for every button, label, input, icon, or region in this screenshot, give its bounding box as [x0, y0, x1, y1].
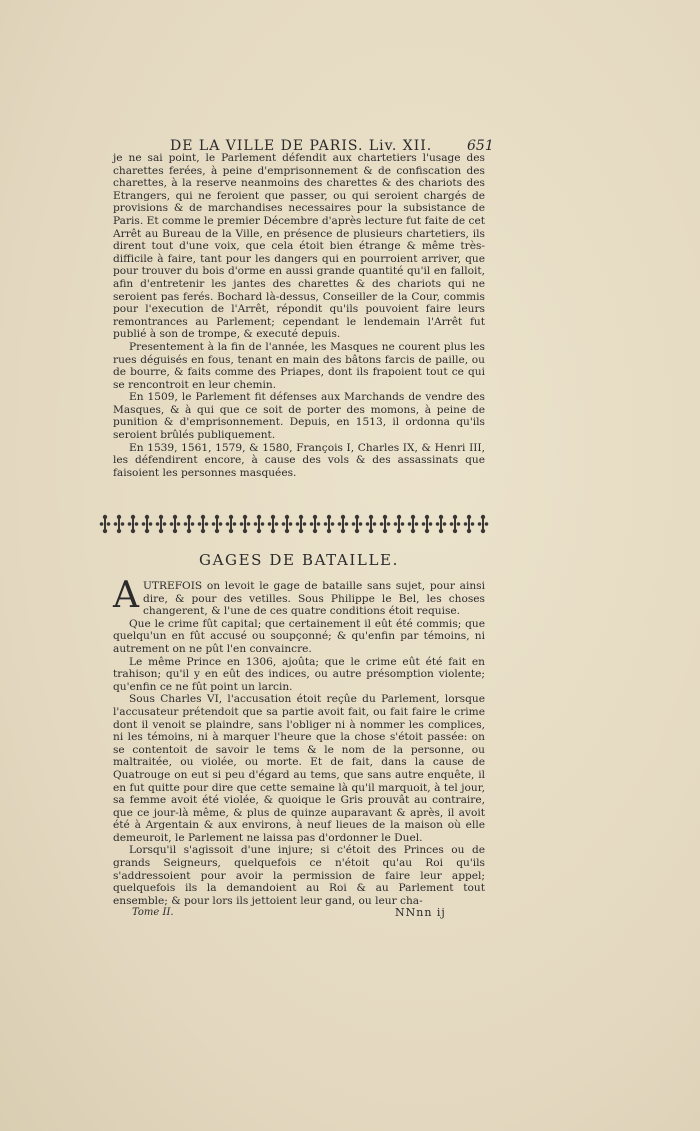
fleuron [170, 515, 181, 533]
paragraph: Le même Prince en 1306, ajoûta; que le crime eût été fait en trahison; qu'il y en eût des indices, ou autre présomption violente; qu'enfin ce ne fût point un larcin. [113, 655, 485, 693]
running-head: DE LA VILLE DE PARIS. Liv. XII. [170, 138, 433, 154]
section-title: GAGES DE BATAILLE. [199, 551, 399, 569]
fleuron [324, 515, 335, 533]
paragraph-text: UTREFOIS on levoit le gage de bataille sans sujet, pour ainsi dire, & pour des vetilles. Sous Philippe le Bel, les choses changerent, & l'une de ces quatre conditions étoit requise. [143, 580, 485, 618]
paragraph: Presentement à la fin de l'année, les Masques ne courent plus les rues déguisés en fous, tenant en main des bâtons farcis de paille, ou de bourre, & faits comme des Priapes, dont ils frapoient tout ce qui se rencontroit en leur chemin. [113, 340, 485, 391]
fleuron [156, 515, 167, 533]
fleuron [422, 515, 433, 533]
ornamental-divider [98, 512, 490, 536]
fleuron [352, 515, 363, 533]
paragraph: Sous Charles VI, l'accusation étoit reçûe du Parlement, lorsque l'accusateur prétendoit que sa partie avoit fait, ou fait faire le crime dont il venoit se plaindre, sans l'obliger ni à nommer les complices, ni les témoins, ni à marquer l'heure que la chose s'étoit passée: on se contentoit de savoir le tems & le nom de la personne, ou maltraitée, ou violée, ou morte. Et de fait, dans la cause de Quatrouge on eut si peu d'égard au tems, que sans autre enquête, il en fut quitte pour dire que cette semaine là qu'il marquoit, à tel jour, sa femme avoit été violée, & quoique le Gris prouvât au contraire, que ce jour-là même, & plus de quinze auparavant & après, il avoit été à Argentain & aux environs, à neuf lieues de la maison où elle demeuroit, le Parlement ne laissa pas d'ordonner le Duel. [113, 693, 485, 844]
volume-label: Tome II. [132, 907, 174, 918]
paragraph: Lorsqu'il s'agissoit d'une injure; si c'étoit des Princes ou de grands Seigneurs, quelquefois ce n'étoit qu'au Roi qu'ils s'addressoient pour avoir la permission de faire leur appel; quelquefois ils la demandoient au Roi & au Parlement tout ensemble; & pour lors ils jettoient leur gand, ou leur cha- [113, 844, 485, 907]
fleuron [450, 515, 461, 533]
fleuron [338, 515, 349, 533]
fleuron [198, 515, 209, 533]
fleuron [254, 515, 265, 533]
fleuron [268, 515, 279, 533]
signature-mark: NNnn ij [395, 906, 446, 919]
drop-cap: A [113, 575, 139, 616]
text-block-gages [113, 575, 485, 907]
text-block-masques [113, 152, 485, 479]
fleuron [100, 515, 111, 533]
paragraph: En 1539, 1561, 1579, & 1580, François I, Charles IX, & Henri III, les défendirent encore, à cause des vols & des assassinats que faisoient les personnes masquées. [113, 441, 485, 479]
fleuron [436, 515, 447, 533]
fleuron [408, 515, 419, 533]
fleuron [142, 515, 153, 533]
paragraph-first [113, 575, 485, 618]
fleuron [380, 515, 391, 533]
fleuron [282, 515, 293, 533]
fleuron [184, 515, 195, 533]
fleuron [114, 515, 125, 533]
fleuron [212, 515, 223, 533]
fleuron [240, 515, 251, 533]
fleuron [464, 515, 475, 533]
paragraph: je ne sai point, le Parlement défendit aux chartetiers l'usage des charettes ferées, à peine d'emprisonnement & de confiscation des charettes, à la reserve neanmoins des charettes & des chariots des Etrangers, qui ne feroient que passer, ou qui seroient chargés de provisions & de marchandises necessaires pour la subsistance de Paris. Et comme le premier Décembre d'après lecture fut faite de cet Arrêt au Bureau de la Ville, en présence de plusieurs chartetiers, ils dirent tout d'une voix, que cela étoit bien étrange & même très-difficile à faire, tant pour les dangers qui en pourroient arriver, que pour trouver du bois d'orme en aussi grande quantité qu'il en falloit, afin d'entretenir les jantes des charettes & des chariots qui ne seroient pas ferés. Bochard là-dessus, Conseiller de la Cour, commis pour l'execution de l'Arrêt, répondit qu'ils pouvoient faire leurs remontrances au Parlement; cependant le lendemain l'Arrêt fut publié à son de trompe, & executé depuis. [113, 152, 485, 341]
fleuron [296, 515, 307, 533]
page-number: 651 [467, 138, 494, 154]
fleuron [394, 515, 405, 533]
fleuron [310, 515, 321, 533]
fleuron [226, 515, 237, 533]
paragraph: Que le crime fût capital; que certainement il eût été commis; que quelqu'un en fût accusé ou soupçonné; & qu'enfin par témoins, ni autrement on ne pût l'en convaincre. [113, 617, 485, 655]
paragraph: En 1509, le Parlement fit défenses aux Marchands de vendre des Masques, & à qui que ce soit de porter des momons, à peine de punition & d'emprisonnement. Depuis, en 1513, il ordonna qu'ils seroient brûlés publiquement. [113, 391, 485, 442]
fleuron [366, 515, 377, 533]
fleuron [128, 515, 139, 533]
fleuron [478, 515, 489, 533]
